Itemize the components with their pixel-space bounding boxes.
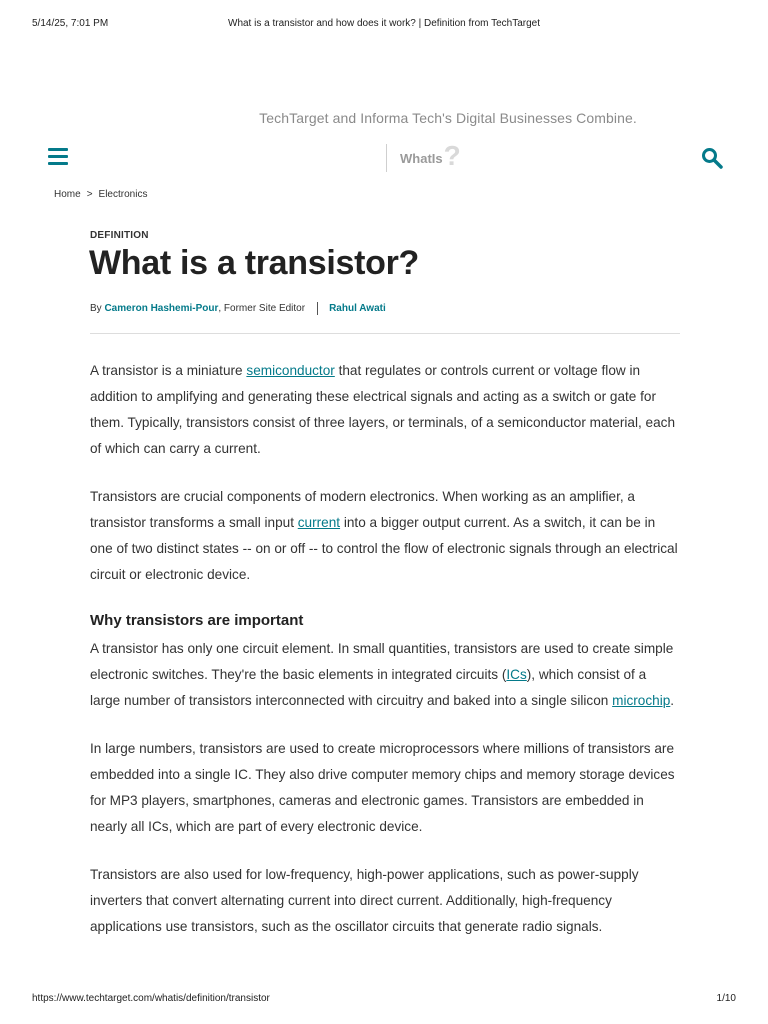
paragraph-3	[90, 636, 680, 714]
text: A transistor is a miniature	[90, 363, 247, 378]
byline	[90, 302, 386, 315]
breadcrumb-electronics[interactable]: Electronics	[98, 189, 148, 200]
paragraph-4: In large numbers, transistors are used to create microprocessors where millions of transistors are embedded into a single IC. They also drive computer memory chips and memory storage devices for MP3 players, smartphones, cameras and electronic games. Transistors are embedded in nearly all ICs, which are part of every electronic device.	[90, 741, 675, 834]
text: .	[670, 693, 675, 708]
byline-by: By	[90, 303, 102, 314]
hamburger-menu-icon[interactable]	[48, 148, 68, 166]
print-date: 5/14/25, 7:01 PM	[32, 18, 109, 29]
link-current[interactable]: current	[297, 515, 341, 530]
link-semiconductor[interactable]: semiconductor	[246, 363, 335, 378]
paragraph-5: Transistors are also used for low-frequency, high-power applications, such as power-supply inverters that convert alternating current into direct current. Additionally, high-frequency applications use transistors, such as the oscillator circuits that generate radio signals.	[90, 867, 639, 934]
section-heading-why-important: Why transistors are important	[90, 612, 304, 629]
site-logo[interactable]	[386, 140, 461, 173]
header-rule	[90, 333, 680, 334]
author-role: , Former Site Editor	[218, 303, 306, 314]
breadcrumb-home[interactable]: Home	[54, 189, 81, 200]
breadcrumb-separator: >	[86, 189, 93, 200]
breadcrumb	[54, 189, 147, 200]
link-ics[interactable]: ICs	[506, 667, 527, 682]
byline-divider	[317, 302, 318, 315]
announcement-banner[interactable]: TechTarget and Informa Tech's Digital Businesses Combine.	[259, 110, 637, 126]
question-mark-icon: ?	[443, 140, 461, 171]
logo-text: WhatIs	[400, 150, 443, 166]
author-link-rahul[interactable]: Rahul Awati	[329, 303, 386, 314]
text: ), which consist of a large number of transistors interconnected with circuitry and baked into a single silicon	[90, 667, 647, 708]
paragraph-1	[90, 358, 680, 462]
print-url: https://www.techtarget.com/whatis/definition/transistor	[32, 993, 270, 1004]
author-link-cameron[interactable]: Cameron Hashemi-Pour	[104, 303, 219, 314]
article-body	[90, 358, 680, 962]
link-microchip[interactable]: microchip	[612, 693, 671, 708]
page-title: What is a transistor?	[89, 244, 419, 282]
paragraph-2	[90, 484, 680, 588]
print-page-title: What is a transistor and how does it work? | Definition from TechTarget	[228, 18, 540, 29]
logo-divider	[386, 144, 387, 172]
search-icon[interactable]	[701, 147, 723, 169]
text: Transistors are crucial components of modern electronics. When working as an amplifier, a transistor transforms a small input	[90, 489, 635, 530]
text: A transistor has only one circuit element. In small quantities, transistors are used to create simple electronic switches. They're the basic elements in integrated circuits (	[90, 641, 674, 682]
text: into a bigger output current. As a switch, it can be in one of two distinct states -- on or off -- to control the flow of electronic signals through an electrical circuit or electronic device.	[90, 515, 678, 582]
definition-label: DEFINITION	[90, 230, 149, 241]
text: that regulates or controls current or voltage flow in addition to amplifying and generating these electrical signals and acting as a switch or gate for them. Typically, transistors consist of three layers, or terminals, of a semiconductor material, each of which can carry a current.	[90, 363, 676, 456]
print-page-number: 1/10	[716, 993, 736, 1004]
